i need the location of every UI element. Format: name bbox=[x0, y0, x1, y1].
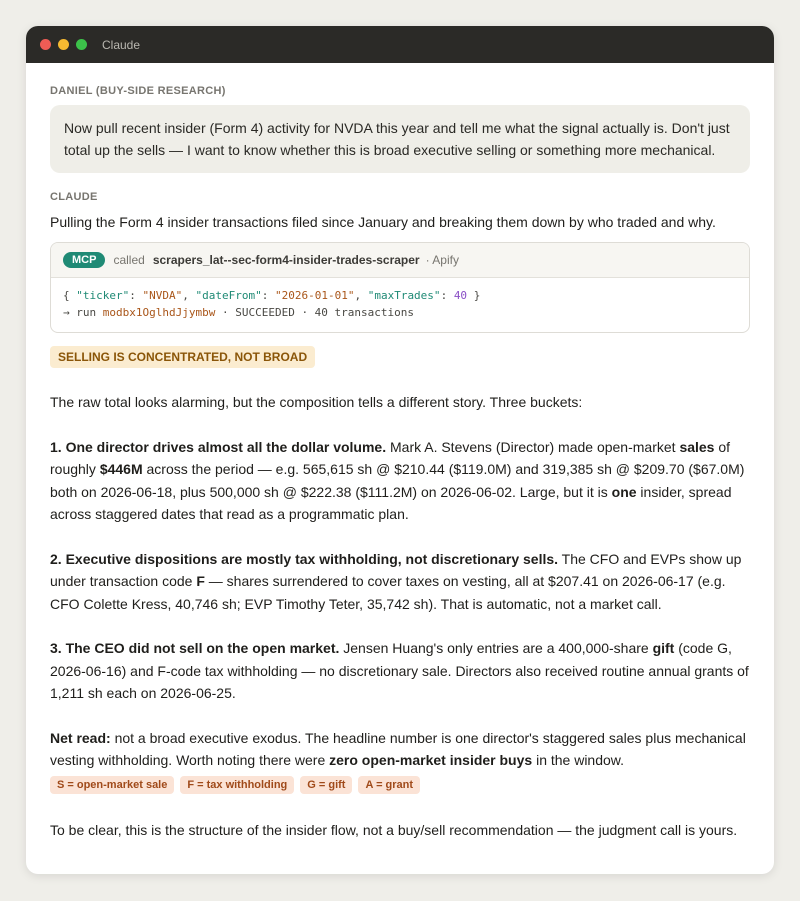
mcp-badge: MCP bbox=[63, 252, 105, 268]
title-bar bbox=[26, 26, 774, 63]
user-message: Now pull recent insider (Form 4) activity for NVDA this year and tell me what the signal actually is. Don't just total up the sells — I want to know whether this is broad executive selling or something more mechanical. bbox=[50, 105, 750, 173]
transaction-code-legend bbox=[50, 776, 750, 794]
tool-name: scrapers_lat--sec-form4-insider-trades-scraper bbox=[152, 253, 420, 267]
legend-chip-sale: S = open-market sale bbox=[50, 776, 174, 794]
point-2-bold-code: F bbox=[196, 573, 205, 589]
verdict-badge: SELLING IS CONCENTRATED, NOT BROAD bbox=[50, 346, 315, 368]
args-brace-close: } bbox=[473, 289, 481, 302]
minimize-window-icon[interactable] bbox=[58, 39, 69, 50]
point-3-text: (code G, 2026-06-16) and F-code tax withholding — no discretionary sale. Directors also received routine annual grants of 1,211 sh each on 2026-06-25. bbox=[50, 640, 749, 701]
point-2-paragraph bbox=[50, 548, 750, 616]
point-1-bold-one: one bbox=[611, 483, 637, 500]
point-1-heading: 1. One director drives almost all the dollar volume. bbox=[50, 438, 387, 455]
app-window bbox=[26, 26, 774, 874]
tool-call-card[interactable] bbox=[50, 242, 750, 333]
net-read-paragraph bbox=[50, 727, 750, 772]
point-3-heading: 3. The CEO did not sell on the open market. bbox=[50, 640, 340, 656]
intro-paragraph: The raw total looks alarming, but the composition tells a different story. Three buckets: bbox=[50, 394, 583, 410]
point-1-text: of roughly bbox=[50, 438, 731, 477]
point-3-bold-gift: gift bbox=[652, 640, 675, 656]
arg-value-datefrom: "2026-01-01" bbox=[274, 289, 355, 302]
legend-chip-grant: A = grant bbox=[358, 776, 420, 794]
user-speaker-label: DANIEL (BUY-SIDE RESEARCH) bbox=[50, 85, 226, 97]
arg-value-maxtrades: 40 bbox=[453, 289, 468, 302]
tool-call-header[interactable] bbox=[51, 243, 749, 278]
tool-provider: · Apify bbox=[425, 253, 459, 267]
point-3-paragraph bbox=[50, 637, 750, 705]
net-read-bold: zero open-market insider buys bbox=[329, 752, 533, 768]
arg-key-datefrom: "dateFrom" bbox=[195, 289, 262, 302]
point-3-text: Jensen Huang's only entries are a 400,000-share bbox=[339, 640, 653, 656]
maximize-window-icon[interactable] bbox=[76, 39, 87, 50]
assistant-speaker-label: CLAUDE bbox=[50, 191, 98, 203]
point-1-paragraph bbox=[50, 436, 750, 526]
window-title: Claude bbox=[102, 37, 141, 52]
tool-call-body bbox=[51, 278, 749, 332]
run-id: modbx1OglhdJjymbw bbox=[102, 306, 216, 319]
arg-value-ticker: "NVDA" bbox=[142, 289, 183, 302]
net-read-heading: Net read: bbox=[50, 729, 111, 746]
net-read-text: in the window. bbox=[532, 752, 625, 768]
point-1-text: insider, spread across staggered dates that read as a programmatic plan. bbox=[50, 483, 732, 522]
legend-chip-tax: F = tax withholding bbox=[180, 776, 294, 794]
closing-paragraph: To be clear, this is the structure of the insider flow, not a buy/sell recommendation — the judgment call is yours. bbox=[50, 821, 738, 838]
net-read-text: not a broad executive exodus. The headline number is one director's staggered sales plus mechanical vesting withholding. Worth noting there were bbox=[50, 729, 746, 768]
run-status: · SUCCEEDED · 40 transactions bbox=[221, 306, 415, 319]
point-1-bold-amount: $446M bbox=[99, 461, 143, 477]
tool-result-line bbox=[63, 304, 737, 321]
result-prefix: → run bbox=[63, 306, 97, 319]
arg-key-ticker: "ticker" bbox=[76, 289, 130, 302]
called-label: called bbox=[113, 253, 145, 267]
point-2-text: — shares surrendered to cover taxes on vesting, all at $207.41 on 2026-06-17 (e.g. CFO Colette Kress, 40,746 sh; EVP Timothy Teter, 35,742 sh). That is automatic, not a market call. bbox=[50, 573, 726, 612]
legend-chip-gift: G = gift bbox=[300, 776, 352, 794]
args-brace-open: { bbox=[63, 289, 70, 302]
arg-key-maxtrades: "maxTrades" bbox=[367, 289, 441, 302]
point-1-bold-sales: sales bbox=[679, 438, 715, 455]
conversation bbox=[26, 85, 774, 841]
point-2-text: The CFO and EVPs show up under transaction code bbox=[50, 550, 742, 589]
point-1-text: across the period — e.g. 565,615 sh @ $210.44 ($119.0M) and 319,385 sh @ $209.70 ($67.0M) both on 2026-06-18, plus 500,000 sh @ $222.38 ($111.2M) on 2026-06-02. Large, but it is bbox=[50, 461, 745, 500]
tool-args-line: { "ticker": "NVDA", "dateFrom": "2026-01-01", "maxTrades": 40 } bbox=[63, 289, 481, 302]
point-1-text: Mark A. Stevens (Director) made open-market bbox=[386, 438, 680, 455]
point-2-heading: 2. Executive dispositions are mostly tax withholding, not discretionary sells. bbox=[50, 550, 559, 567]
close-window-icon[interactable] bbox=[40, 39, 51, 50]
assistant-lead-text: Pulling the Form 4 insider transactions filed since January and breaking them down by who traded and why. bbox=[50, 214, 716, 230]
